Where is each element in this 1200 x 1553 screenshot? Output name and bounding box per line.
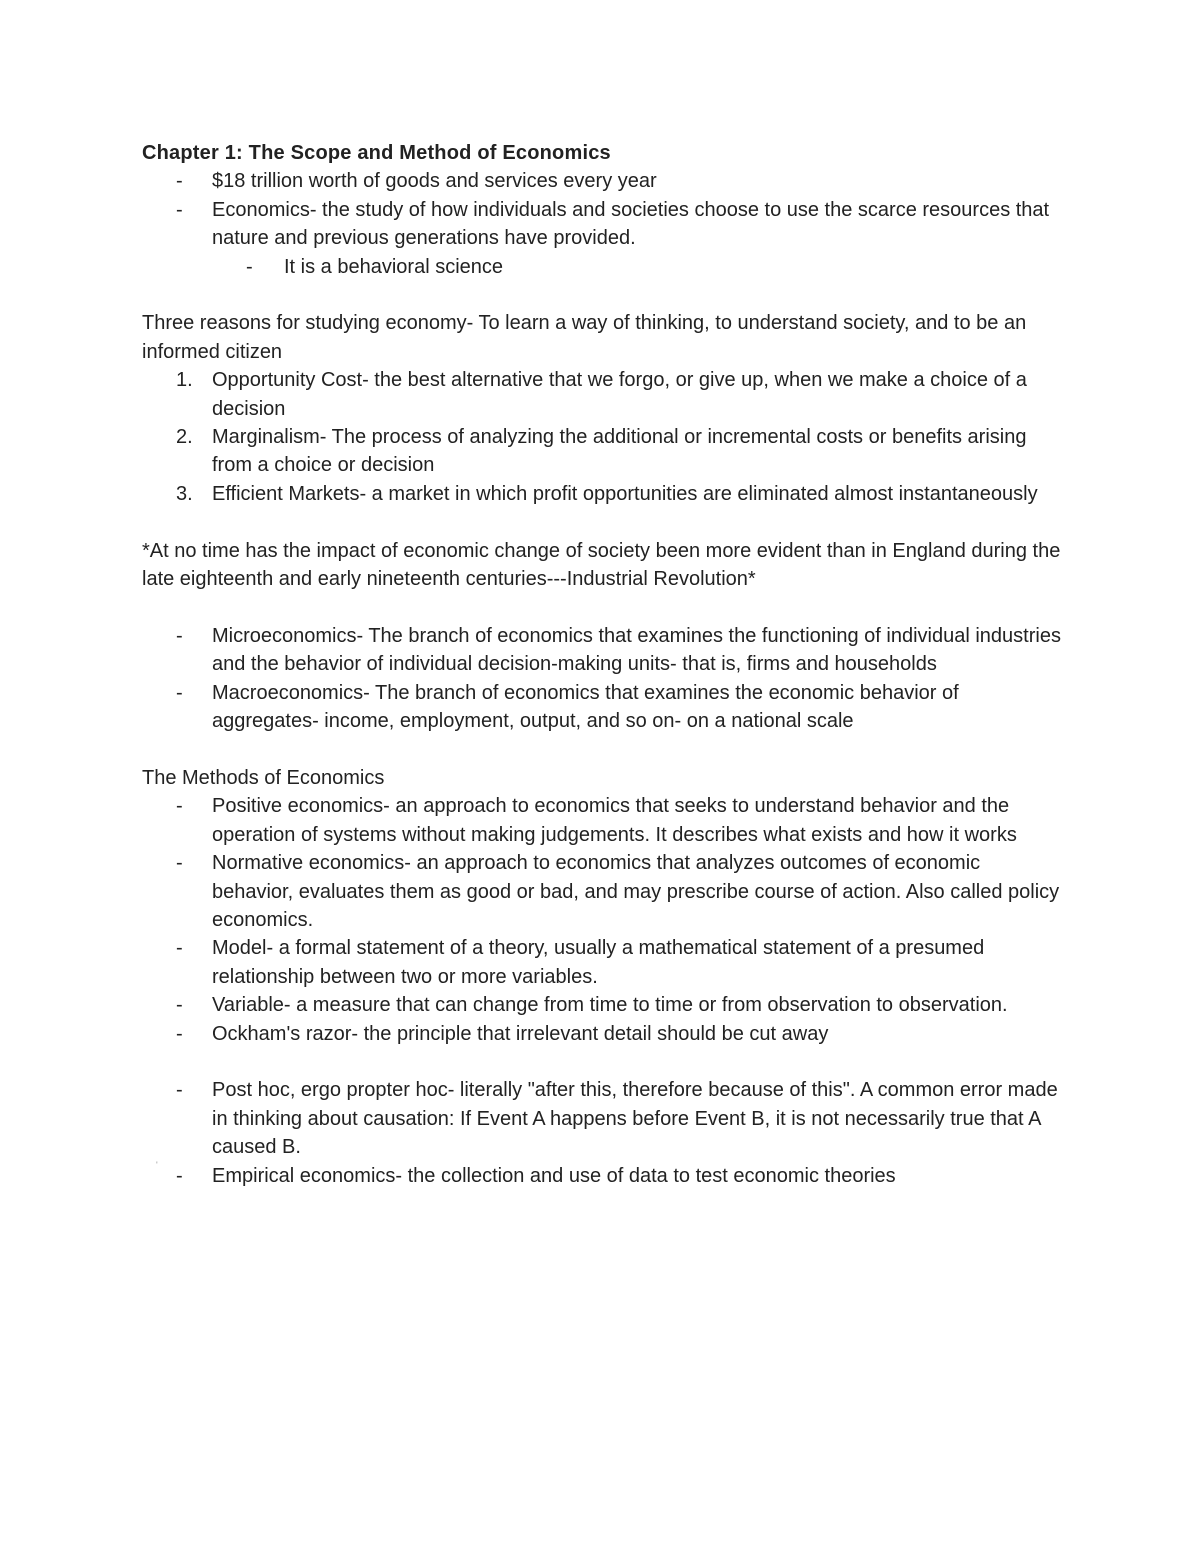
list-item [142, 480, 1062, 508]
reasons-numbered-list [142, 366, 1062, 508]
bullet-text: Empirical economics- the collection and use of data to test economic theories [212, 1164, 896, 1187]
micro-macro-list [142, 622, 1062, 736]
stray-mark: ' [156, 1160, 158, 1170]
list-number: 1. [176, 369, 193, 392]
document-page [142, 139, 1062, 1190]
list-item [142, 1162, 1062, 1190]
spacer [142, 508, 1062, 536]
bullet-dash: - [176, 170, 183, 193]
spacer [142, 593, 1062, 621]
list-item [142, 423, 1062, 480]
bullet-dash: - [176, 795, 183, 818]
list-number: 3. [176, 482, 193, 505]
list-item [142, 792, 1062, 849]
sub-list-item [142, 253, 1062, 281]
bullet-dash: - [176, 1022, 183, 1045]
list-item [142, 679, 1062, 736]
intro-bullet-list [142, 167, 1062, 281]
bullet-text: $18 trillion worth of goods and services every year [212, 170, 657, 193]
bullet-text: Economics- the study of how individuals and societies choose to use the scarce resources that nature and previous generations have provided. [212, 198, 1050, 250]
list-item [142, 991, 1062, 1019]
bullet-text: Normative economics- an approach to economics that analyzes outcomes of economic behavior, evaluates them as good or bad, and may prescribe course of action. Also called policy economics. [212, 852, 1060, 931]
bullet-dash: - [176, 937, 183, 960]
bullet-text: Variable- a measure that can change from time to time or from observation to observation. [212, 994, 1008, 1017]
bullet-dash: - [176, 852, 183, 875]
list-item [142, 849, 1062, 934]
industrial-revolution-note: *At no time has the impact of economic change of society been more evident than in England during the late eighteenth and early nineteenth centuries---Industrial Revolution* [142, 539, 1061, 591]
list-item [142, 366, 1062, 423]
list-item [142, 167, 1062, 195]
spacer [142, 735, 1062, 763]
bullet-dash: - [246, 255, 253, 278]
methods-heading: The Methods of Economics [142, 766, 385, 789]
bullet-dash: - [176, 624, 183, 647]
list-item [142, 1076, 1062, 1161]
bullet-text: It is a behavioral science [284, 255, 504, 278]
bullet-dash: - [176, 994, 183, 1017]
bullet-text: Positive economics- an approach to economics that seeks to understand behavior and the operation of systems without making judgements. It describes what exists and how it works [212, 795, 1017, 846]
bullet-text: Microeconomics- The branch of economics that examines the functioning of individual industries and the behavior of individual decision-making units- that is, firms and households [212, 624, 1061, 676]
list-item [142, 196, 1062, 253]
reasons-paragraph: Three reasons for studying economy- To learn a way of thinking, to understand society, and to be an informed citizen [142, 312, 1027, 363]
spacer [142, 1048, 1062, 1076]
bullet-text: Model- a formal statement of a theory, usually a mathematical statement of a presumed relationship between two or more variables. [212, 937, 985, 988]
list-number: 2. [176, 426, 193, 449]
bullet-text: Post hoc, ergo propter hoc- literally "after this, therefore because of this". A common error made in thinking about causation: If Event A happens before Event B, it is not necessarily true that A caused B. [212, 1079, 1058, 1159]
chapter-title: Chapter 1: The Scope and Method of Economics [142, 142, 611, 164]
methods-list [142, 792, 1062, 1190]
bullet-text: Macroeconomics- The branch of economics that examines the economic behavior of aggregates- income, employment, output, and so on- on a national scale [212, 681, 959, 733]
list-text: Efficient Markets- a market in which profit opportunities are eliminated almost instantaneously [212, 482, 1038, 505]
bullet-dash: - [176, 1079, 183, 1102]
spacer [142, 281, 1062, 309]
list-item [142, 622, 1062, 679]
bullet-dash: - [176, 198, 183, 221]
bullet-dash: - [176, 681, 183, 704]
bullet-dash: - [176, 1164, 183, 1187]
list-text: Opportunity Cost- the best alternative that we forgo, or give up, when we make a choice of a decision [212, 369, 1027, 420]
bullet-text: Ockham's razor- the principle that irrelevant detail should be cut away [212, 1022, 829, 1045]
list-item [142, 934, 1062, 991]
list-text: Marginalism- The process of analyzing the additional or incremental costs or benefits arising from a choice or decision [212, 426, 1027, 477]
list-item [142, 1020, 1062, 1048]
